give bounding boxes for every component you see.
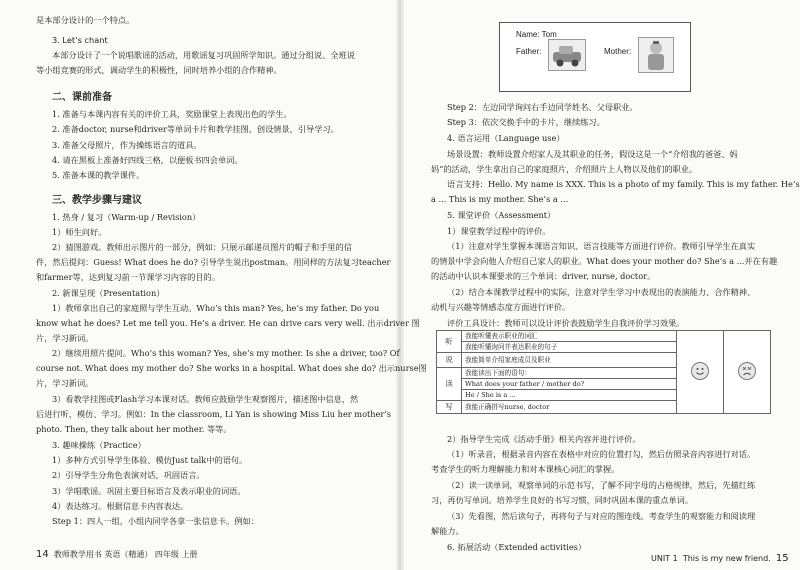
text-line: （3）先看图，然后读句子，再将句子与对应的图连线。考查学生的观察能力和阅读理: [447, 511, 756, 521]
text-line: 4. 请在黑板上准备好四线三格，以便板书四会单词。: [52, 155, 243, 165]
driver-illustration: [548, 39, 586, 71]
section-heading: 3. Let’s chant: [52, 35, 108, 45]
table-row: [437, 331, 771, 342]
text-line: 习，再仿写单词。培养学生良好的书写习惯，同时巩固本课的重点单词。: [431, 495, 694, 505]
text-line: 5. 准备本课的教学课件。: [52, 170, 145, 180]
text-line: course not. What does my mother do? She works in a hospital. What does she do? 出示nurse图: [36, 363, 427, 373]
page-number: 15: [775, 553, 789, 564]
text-line: 3）看教学挂图或Flash学习本课对话。教师应鼓励学生观察图片，描述图中信息，然: [52, 394, 359, 404]
table-cell: 我能听懂表示职业的词汇: [462, 331, 677, 342]
category-speak: 说: [437, 353, 462, 368]
text-line: （1）听录音，根据录音内容在表格中对应的位置打勾，然后仿照录音内容进行对话。: [447, 449, 756, 459]
sad-face-cell: [724, 331, 771, 414]
footer-unit: UNIT 1: [651, 554, 678, 563]
text-line: （1）注意对学生掌握本课语言知识、语言技能等方面进行评价。教师引导学生在真实: [447, 241, 756, 251]
footer-text: This is my new friend.: [682, 554, 771, 563]
text-line: 动机与兴趣等情感态度方面进行评价。: [431, 302, 571, 312]
text-line: 妈”的活动，学生拿出自己的家庭照片，介绍照片上人物以及他们的职业。: [431, 164, 698, 174]
card-name: Name: Tom: [516, 30, 557, 39]
text-line: Step 3：依次交换手中的卡片，继续练习。: [447, 117, 605, 127]
category-read: 读: [437, 368, 462, 401]
text-line: 1）师生问好。: [52, 227, 107, 237]
text-line: 3. 趣味操练（Practice）: [52, 440, 146, 450]
table-cell: What does your father / mother do?: [462, 379, 677, 390]
text-line: 是本部分设计的一个特点。: [36, 15, 135, 25]
text-line: a ... This is my mother. She’s a ...: [431, 194, 569, 204]
text-line: 3）学唱歌谣。巩固主要目标语言及表示职业的词语。: [52, 486, 246, 496]
text-line: 4）表达练习。根据信息卡内容表达。: [52, 501, 189, 511]
text-line: 的情景中学会向他人介绍自己家人的职业。What does your mother do? She’s a ...并在有趣: [431, 256, 778, 266]
table-cell: 我能读出下面的语句：: [462, 368, 677, 379]
category-write: 写: [437, 401, 462, 414]
text-line: 片，学习新词。: [36, 333, 94, 343]
text-line: 件，然后提问：Guess! What does he do? 引导学生说出postman。用同样的方法复习teacher: [36, 257, 391, 267]
text-line: photo. Then, they talk about her mother. 等等。: [36, 424, 232, 434]
table-cell: 我能听懂询问并表达职业的句子: [462, 342, 677, 353]
text-line: 2）猜图游戏。教师出示图片的一部分，例如：只展示邮递员图片的帽子和手里的信: [52, 242, 352, 252]
page-footer: [651, 552, 789, 567]
text-line: 和farmer等，达到复习前一节课学习内容的目的。: [36, 272, 220, 282]
smile-face-cell: [677, 331, 724, 414]
table-cell: He / She is a ...: [462, 390, 677, 401]
page-footer: [36, 548, 197, 563]
text-line: 等小组竞赛的形式，调动学生的积极性，同时培养小组的合作精神。: [36, 65, 282, 75]
text-line: 5. 课堂评价（Assessment）: [447, 210, 556, 220]
page-number: 14: [36, 549, 49, 560]
smile-face-icon: [691, 362, 709, 380]
text-line: 后进行听、模仿、学习。例如：In the classroom, Li Yan is showing Miss Liu her mother’s: [36, 409, 392, 419]
text-line: 2）指导学生完成《活动手册》相关内容并进行评价。: [447, 434, 641, 444]
text-line: 1. 准备与本课内容有关的评价工具，奖励课堂上表现出色的学生。: [52, 109, 292, 119]
card-father-label: Father:: [516, 47, 542, 56]
category-listen: 听: [437, 331, 462, 353]
footer-text: 教师教学用书 英语（精通） 四年级 上册: [53, 550, 198, 559]
card-mother-label: Mother:: [604, 47, 632, 56]
table-cell: 我能简单介绍家庭成员及职业: [462, 353, 677, 368]
text-line: 本部分设计了一个说唱歌谣的活动，用歌谣复习巩固所学知识。通过分组说、全班说: [52, 50, 355, 60]
text-line: 评价工具设计：教师可以设计评价表鼓励学生自我评价学习效果。: [447, 318, 685, 328]
table-cell: 我能正确拼写nurse, doctor: [462, 401, 677, 414]
right-page: [401, 0, 800, 570]
nurse-illustration: [638, 37, 674, 73]
text-line: 2. 准备doctor, nurse和driver等单词卡片和教学挂图，创设情景，引导学习。: [52, 124, 339, 134]
text-line: 语言支持：Hello. My name is XXX. This is a photo of my family. This is my father. He’s: [447, 179, 800, 189]
text-line: Step 1：四人一组，小组内同学各拿一张信息卡。例如：: [52, 516, 259, 526]
text-line: 2）引导学生分角色表演对话，巩固语言。: [52, 470, 205, 480]
text-line: 解能力。: [431, 526, 464, 536]
text-line: 1. 热身 / 复习（Warm-up / Revision）: [52, 212, 201, 222]
text-line: 2. 新课呈现（Presentation）: [52, 288, 165, 298]
text-line: Step 2：左边同学询问右手边同学姓名、父母职业。: [447, 102, 638, 112]
section-title: 二、课前准备: [52, 92, 112, 103]
text-line: 1）教师拿出自己的家庭照与学生互动。Who’s this man? Yes, he’s my father. Do you: [52, 303, 380, 313]
info-card: [499, 22, 691, 92]
text-line: 1）多种方式引导学生体验、模仿Just talk中的语句。: [52, 455, 248, 465]
text-line: 6. 拓展活动（Extended activities）: [447, 542, 587, 552]
text-line: （2）结合本课教学过程中的实际，注意对学生学习中表现出的表演能力、合作精神、: [447, 287, 756, 297]
text-line: 2）继续用照片提问。Who’s this woman? Yes, she’s my mother. Is she a driver, too? Of: [52, 348, 400, 358]
sad-face-icon: [738, 362, 756, 380]
text-line: 3. 准备父母照片，作为操练语言的道具。: [52, 140, 202, 150]
evaluation-table: [436, 330, 771, 414]
text-line: 4. 语言运用（Language use）: [447, 133, 565, 143]
text-line: 1）课堂教学过程中的评价。: [447, 226, 551, 236]
text-line: 考查学生的听力理解能力和对本课核心词汇的掌握。: [431, 464, 620, 474]
text-line: （2）读一读单词，观察单词的示范书写，了解不同字母的占格规律，然后，先描红练: [447, 480, 756, 490]
text-line: 的活动中认识本课要求的三个单词：driver, nurse, doctor。: [431, 271, 656, 281]
text-line: 场景设置：教师设置介绍家人及其职业的任务，假设这是一个“介绍我的爸爸、妈: [447, 149, 738, 159]
text-line: know what he does? Let me tell you. He’s a driver. He can drive cars very well. 出示driver 图: [36, 318, 420, 328]
text-line: 片，学习新词。: [36, 378, 94, 388]
section-title: 三、教学步骤与建议: [52, 195, 142, 206]
